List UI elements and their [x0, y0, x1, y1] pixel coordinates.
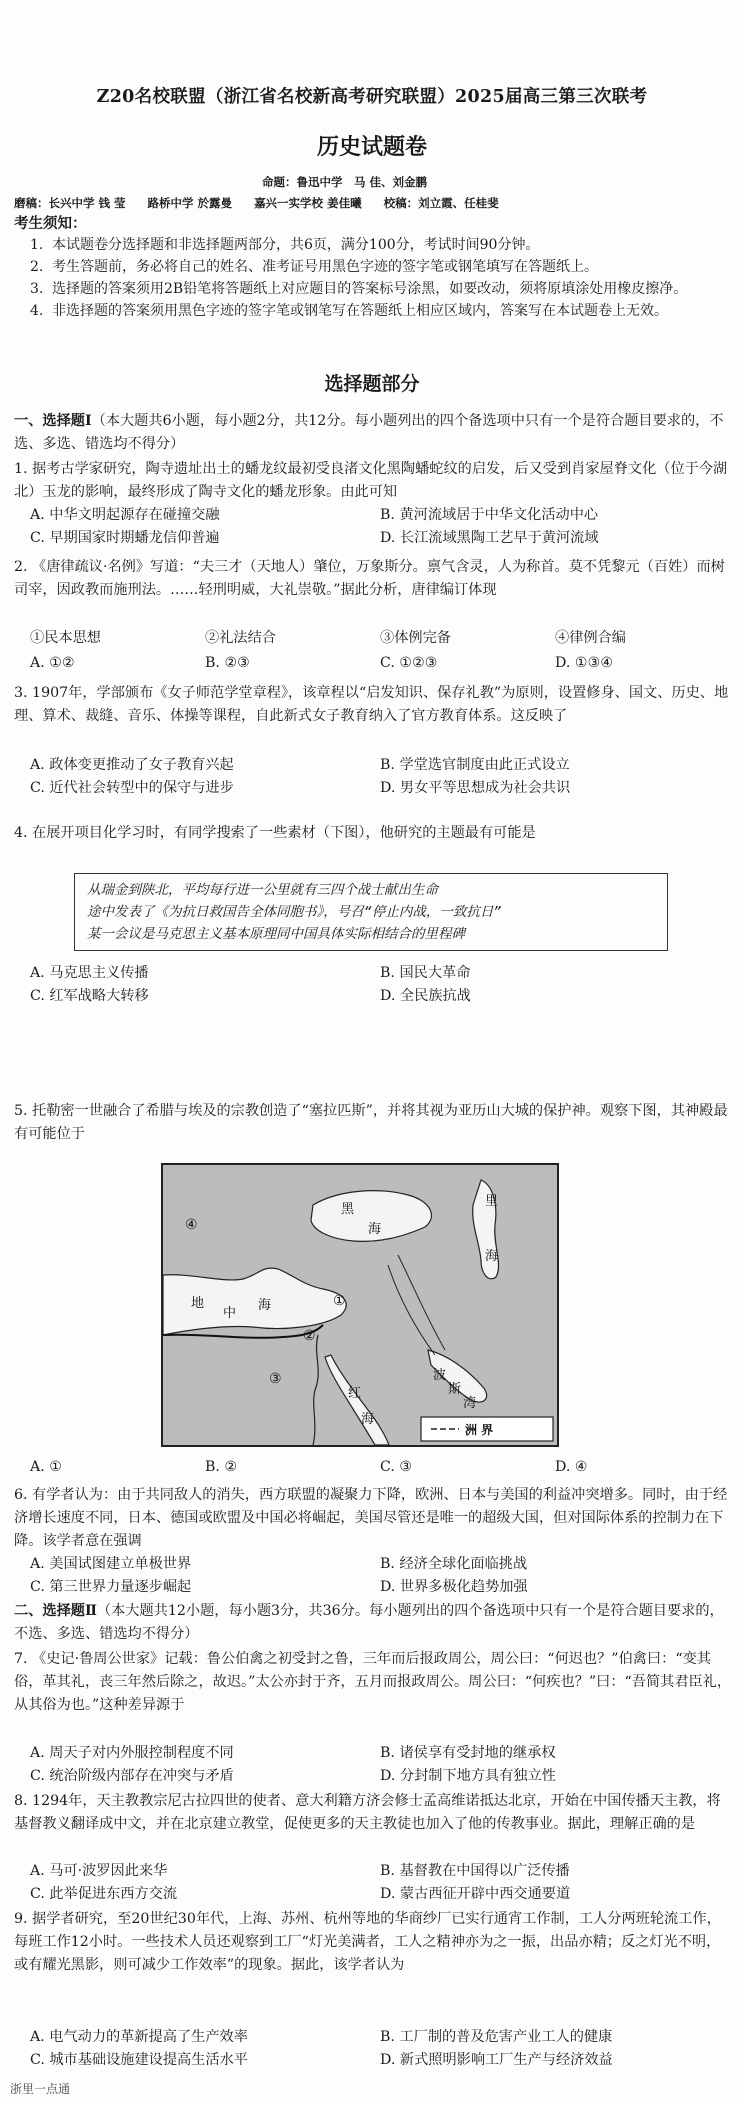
option-b[interactable]: B. 国民大革命 — [380, 965, 471, 981]
map-marker-3: ③ — [269, 1371, 282, 1387]
option-a[interactable]: A. 政体变更推动了女子教育兴起 — [30, 757, 234, 773]
section-title: 选择题部分 — [324, 373, 420, 395]
statement: ④律例合编 — [555, 630, 626, 646]
option-d[interactable]: D. 长江流域黑陶工艺早于黄河流域 — [380, 530, 599, 546]
option-c[interactable]: C. 城市基础设施建设提高生活水平 — [30, 2052, 248, 2068]
option-a[interactable]: A. ① — [30, 1459, 62, 1475]
option-d[interactable]: D. 世界多极化趋势加强 — [380, 1579, 528, 1595]
map-label: 中 — [223, 1306, 237, 1321]
question-2 — [14, 556, 732, 602]
question-8 — [14, 1790, 732, 1836]
option-b[interactable]: B. 经济全球化面临挑战 — [380, 1556, 528, 1572]
map-label: 斯 — [448, 1382, 462, 1397]
options — [30, 1456, 730, 1479]
question-stem: 7. 《史记·鲁周公世家》记载：鲁公伯禽之初受封之鲁，三年而后报政周公，周公曰：“何迟也？”伯禽曰：“变其俗，革其礼，丧三年然后除之，故迟。”太公亦封于齐，五月而报政周公。周公曰：“何疾也？”曰：“吾简其君臣礼，从其俗为也。”这种差异源于 — [14, 1651, 732, 1713]
question-stem: 4. 在展开项目化学习时，有同学搜索了一些素材（下图），他研究的主题最有可能是 — [14, 825, 536, 841]
part1-heading: 一、选择题Ⅰ（本大题共6小题，每小题2分，共12分。每小题列出的四个备选项中只有一个是符合题目要求的，不选、多选、错选均不得分） — [14, 413, 724, 452]
option-a[interactable]: A. ①② — [30, 655, 75, 671]
option-b[interactable]: B. 基督教在中国得以广泛传播 — [380, 1863, 570, 1879]
question-stem: 8. 1294年，天主教教宗尼古拉四世的使者、意大利籍方济会修士孟高维诺抵达北京，开始在中国传播天主教，将基督教义翻译成中文，并在北京建立教堂，促使更多的天主教徒也加入了他的传教事业。据此，理解正确的是 — [14, 1793, 721, 1832]
reviewer: 嘉兴一实学校 姜佳曦 — [254, 196, 362, 210]
euphrates-river — [388, 1265, 435, 1355]
map-label: 海 — [485, 1249, 499, 1264]
notice-item: 2. 考生答题前，务必将自己的姓名、准考证号用黑色字迹的签字笔或钢笔填写在答题纸上。 — [30, 259, 598, 275]
notice-heading: 考生须知： — [14, 215, 87, 232]
map-label: 地 — [191, 1296, 205, 1311]
exam-title: Z20名校联盟（浙江省名校新高考研究联盟）2025届高三第三次联考 — [96, 87, 648, 107]
options — [30, 1742, 730, 1788]
option-a[interactable]: A. 美国试图建立单极世界 — [30, 1556, 192, 1572]
source-line: 某一会议是马克思主义基本原理同中国具体实际相结合的里程碑 — [87, 926, 465, 942]
option-c[interactable]: C. 红军战略大转移 — [30, 988, 149, 1004]
map-marker-4: ④ — [185, 1217, 198, 1233]
map-label: 海 — [368, 1222, 382, 1237]
notice-item: 3. 选择题的答案须用2B铅笔将答题纸上对应题目的答案标号涂黑，如要改动，须将原填涂处用橡皮擦净。 — [30, 281, 688, 297]
option-c[interactable]: C. ③ — [380, 1459, 413, 1475]
statement: ③体例完备 — [380, 630, 451, 646]
option-c[interactable]: C. 此举促进东西方交流 — [30, 1886, 178, 1902]
source-line: 途中发表了《为抗日救国告全体同胞书》，号召“停止内战，一致抗日” — [87, 904, 502, 920]
statement: ①民本思想 — [30, 630, 101, 646]
map-marker-2: ② — [303, 1328, 316, 1344]
question-7 — [14, 1648, 732, 1717]
option-a[interactable]: A. 马克思主义传播 — [30, 965, 149, 981]
notice-list — [30, 234, 735, 322]
notice-item: 1. 本试题卷分选择题和非选择题两部分，共6页，满分100分，考试时间90分钟。 — [30, 237, 540, 253]
reviewer: 磨稿：长兴中学 钱 莹 — [14, 196, 126, 210]
options — [30, 1553, 730, 1599]
subject-title: 历史试题卷 — [316, 134, 427, 160]
historical-map — [161, 1163, 559, 1447]
option-b[interactable]: B. 学堂选官制度由此正式设立 — [380, 757, 570, 773]
map-graphic — [163, 1165, 557, 1445]
option-c[interactable]: C. 早期国家时期蟠龙信仰普遍 — [30, 530, 220, 546]
option-d[interactable]: D. 蒙古西征开辟中西交通要道 — [380, 1886, 571, 1902]
option-b[interactable]: B. 工厂制的普及危害产业工人的健康 — [380, 2029, 613, 2045]
statement-list — [30, 627, 730, 650]
part2-heading: 二、选择题Ⅱ（本大题共12小题，每小题3分，共36分。每小题列出的四个备选项中只有一个是符合题目要求的，不选、多选、错选均不得分） — [14, 1603, 724, 1642]
question-1 — [14, 458, 732, 504]
option-d[interactable]: D. 分封制下地方具有独立性 — [380, 1768, 556, 1784]
options — [30, 754, 730, 800]
watermark-footer: 浙里一点通 — [10, 2082, 71, 2096]
map-label: 波 — [433, 1368, 447, 1383]
authors-line: 命题：鲁迅中学 马 佳、刘金鹏 — [262, 175, 428, 189]
option-a[interactable]: A. 电气动力的革新提高了生产效率 — [30, 2029, 248, 2045]
source-line: 从瑞金到陕北，平均每行进一公里就有三四个战士献出生命 — [87, 882, 438, 898]
options — [30, 1860, 730, 1906]
question-5 — [14, 1100, 732, 1146]
option-c[interactable]: C. 第三世界力量逐步崛起 — [30, 1579, 192, 1595]
legend-label: 洲 界 — [465, 1423, 494, 1437]
reviewer: 校稿：刘立霞、任桂斐 — [383, 196, 499, 210]
question-stem: 5. 托勒密一世融合了希腊与埃及的宗教创造了“塞拉匹斯”，并将其视为亚历山大城的保护神。观察下图，其神殿最有可能位于 — [14, 1103, 728, 1142]
map-label: 红 — [348, 1386, 362, 1401]
question-6 — [14, 1484, 732, 1553]
reviewer: 路桥中学 於露曼 — [147, 196, 233, 210]
option-b[interactable]: B. 黄河流域居于中华文化活动中心 — [380, 507, 599, 523]
option-a[interactable]: A. 周天子对内外服控制程度不同 — [30, 1745, 234, 1761]
option-b[interactable]: B. 诸侯享有受封地的继承权 — [380, 1745, 556, 1761]
option-d[interactable]: D. 男女平等思想成为社会共识 — [380, 780, 571, 796]
map-marker-1: ① — [333, 1293, 346, 1309]
source-material-box — [74, 873, 668, 951]
statement: ②礼法结合 — [205, 630, 276, 646]
map-label: 黑 — [341, 1202, 355, 1217]
option-a[interactable]: A. 中华文明起源存在碰撞交融 — [30, 507, 220, 523]
option-d[interactable]: D. ④ — [555, 1459, 588, 1475]
options — [30, 2026, 730, 2072]
question-stem: 2. 《唐律疏议·名例》写道：“夫三才（天地人）肇位，万象斯分。禀气含灵，人为称首。莫不凭黎元（百姓）而树司宰，因政教而施刑法。……轻刑明威，大礼崇敬。”据此分析，唐律编订体现 — [14, 559, 725, 598]
map-label: 湾 — [463, 1396, 477, 1411]
option-d[interactable]: D. ①③④ — [555, 655, 614, 671]
option-a[interactable]: A. 马可·波罗因此来华 — [30, 1863, 168, 1879]
question-stem: 1. 据考古学家研究，陶寺遗址出土的蟠龙纹最初受良渚文化黑陶蟠蛇纹的启发，后又受到肖家屋脊文化（位于今湖北）玉龙的影响，最终形成了陶寺文化的蟠龙形象。由此可知 — [14, 461, 728, 500]
question-stem: 9. 据学者研究，至20世纪30年代，上海、苏州、杭州等地的华商纱厂已实行通宵工作制，工人分两班轮流工作，每班工作12小时。一些技术人员还观察到工厂“灯光美满者，工人之精神亦为之一振，出品亦精；反之灯光不明，或有耀光黑影，则可减少工作效率”的现象。据此，该学者认为 — [14, 1911, 721, 1973]
options — [30, 962, 730, 1008]
option-c[interactable]: C. ①②③ — [380, 655, 438, 671]
question-stem: 3. 1907年，学部颁布《女子师范学堂章程》，该章程以“启发知识、保存礼教”为原则，设置修身、国文、历史、地理、算术、裁缝、音乐、体操等课程，自此新式女子教育纳入了官方教育体系。这反映了 — [14, 685, 729, 724]
map-label: 海 — [361, 1412, 375, 1427]
map-label: 里 — [485, 1194, 499, 1209]
option-c[interactable]: C. 统治阶级内部存在冲突与矛盾 — [30, 1768, 234, 1784]
option-d[interactable]: D. 新式照明影响工厂生产与经济效益 — [380, 2052, 613, 2068]
question-3 — [14, 682, 732, 728]
option-d[interactable]: D. 全民族抗战 — [380, 988, 471, 1004]
question-stem: 6. 有学者认为：由于共同敌人的消失，西方联盟的凝聚力下降，欧洲、日本与美国的利益冲突增多。同时，由于经济增长速度不同，日本、德国或欧盟及中国必将崛起，美国尽管还是唯一的超级大国，但对国际体系的控制力在下降。该学者意在强调 — [14, 1487, 728, 1549]
reviewers-line — [14, 192, 734, 215]
question-4 — [14, 822, 732, 845]
nile-river — [313, 1335, 318, 1445]
notice-item: 4. 非选择题的答案须用黑色字迹的签字笔或钢笔写在答题纸上相应区域内，答案写在本试题卷上无效。 — [30, 303, 668, 319]
option-c[interactable]: C. 近代社会转型中的保守与进步 — [30, 780, 234, 796]
option-b[interactable]: B. ②③ — [205, 655, 250, 671]
question-9 — [14, 1908, 732, 1977]
option-b[interactable]: B. ② — [205, 1459, 238, 1475]
options — [30, 504, 730, 550]
map-label: 海 — [258, 1298, 272, 1313]
options — [30, 652, 730, 675]
